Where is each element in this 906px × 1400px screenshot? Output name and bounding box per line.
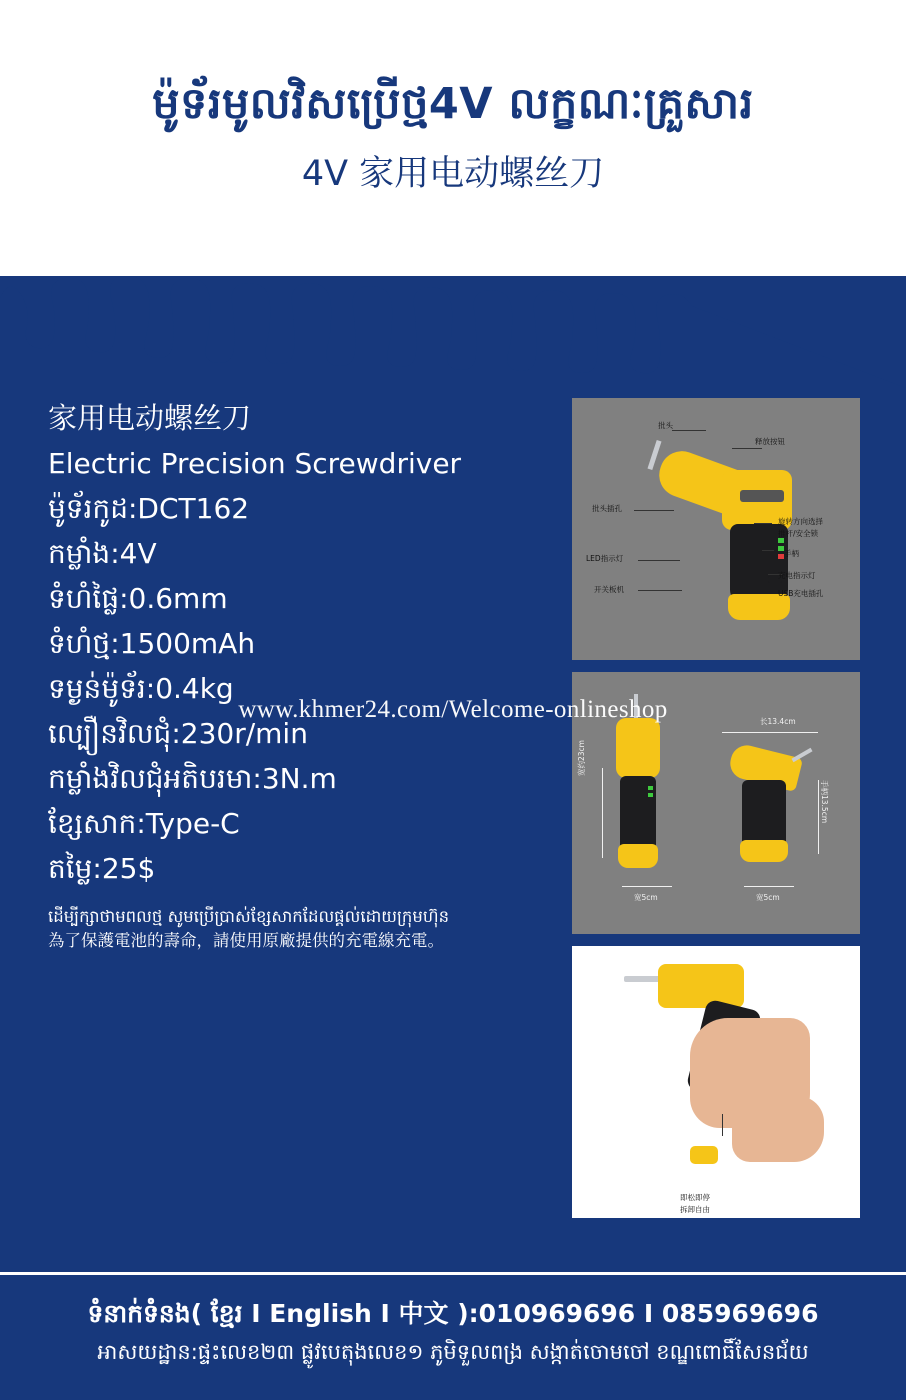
poster-header bbox=[0, 0, 906, 300]
spec-line: ទំហំថ្ម:1500mAh bbox=[48, 627, 256, 660]
poster-footer bbox=[0, 1272, 906, 1400]
photo-caption: 批头插孔 bbox=[592, 504, 622, 513]
footer-address: អាសយដ្ឋាន:ផ្ទះលេខ២៣ ផ្លូវបេតុងលេខ១ ភូមិទួលពង្រ សង្កាត់ចោមចៅ ខណ្ឌពោធិ៍សែនជ័យ bbox=[97, 1340, 809, 1364]
spec-line: ម៉ូទ័រកូដ:DCT162 bbox=[48, 492, 250, 525]
photo-caption: 批头 bbox=[658, 421, 673, 430]
photo-caption: USB充电插孔 bbox=[778, 589, 824, 598]
product-photo-annotated bbox=[572, 398, 860, 660]
photo-caption: 开关板机 bbox=[594, 585, 624, 594]
spec-line: Electric Precision Screwdriver bbox=[48, 447, 462, 480]
photo-caption: 宽5cm bbox=[634, 893, 658, 902]
photo-caption: 宽约23cm bbox=[577, 740, 586, 776]
page-title-khmer: ម៉ូទ័រមូលវិសប្រើថ្ម4V លក្ខណៈគ្រួសារ bbox=[152, 79, 754, 129]
spec-line: កម្លាំងវិលជុំអតិបរមា:3N.m bbox=[48, 762, 337, 795]
spec-line: ខ្សែសាក:Type-C bbox=[48, 807, 240, 840]
product-photo-in-hand bbox=[572, 946, 860, 1218]
photo-caption: 推杆/安全锁 bbox=[778, 529, 819, 538]
photo-caption: 手柄 bbox=[784, 549, 799, 558]
spec-line: ទម្ងន់ម៉ូទ័រ:0.4kg bbox=[48, 672, 234, 705]
spec-line: កម្លាំង:4V bbox=[48, 537, 157, 570]
photo-caption: 充电指示灯 bbox=[778, 571, 816, 580]
watermark-url: www.khmer24.com/Welcome-onlineshop bbox=[238, 696, 668, 723]
footer-contact: ទំនាក់ទំនង( ខ្មែរ I English I 中文 ):010969696 I 085969696 bbox=[87, 1299, 819, 1328]
photo-caption: 长13.4cm bbox=[760, 717, 796, 726]
product-photo-column bbox=[572, 398, 860, 1230]
photo-caption: 释放按钮 bbox=[755, 437, 785, 446]
specification-list bbox=[48, 396, 548, 953]
battery-note-khmer: ដើម្បីក្សាថាមពលថ្ម សូមប្រើប្រាស់ខ្សែសាកដែលផ្តល់ដោយក្រុមហ៊ុន bbox=[48, 907, 450, 926]
spec-price-line: តម្លៃ:25$ bbox=[48, 852, 156, 885]
photo-caption: 手柄13.5cm bbox=[820, 780, 829, 824]
spec-line: 家用电动螺丝刀 bbox=[48, 401, 252, 435]
spec-line: ល្បឿនវិលជុំ:230r/min bbox=[48, 717, 308, 750]
photo-caption: 拆卸自由 bbox=[680, 1205, 710, 1214]
spec-line: ទំហំផ្លៃ:0.6mm bbox=[48, 582, 228, 615]
page-title-chinese: 4V 家用电动螺丝刀 bbox=[301, 153, 605, 194]
battery-note-chinese: 為了保護電池的壽命，請使用原廠提供的充電線充電。 bbox=[48, 931, 444, 950]
photo-caption: 宽5cm bbox=[756, 893, 780, 902]
product-photo-dimensions bbox=[572, 672, 860, 934]
photo-caption: 旋转方向选择 bbox=[778, 517, 823, 526]
photo-caption: 即松即停 bbox=[680, 1193, 710, 1202]
photo-caption: LED指示灯 bbox=[586, 554, 624, 563]
